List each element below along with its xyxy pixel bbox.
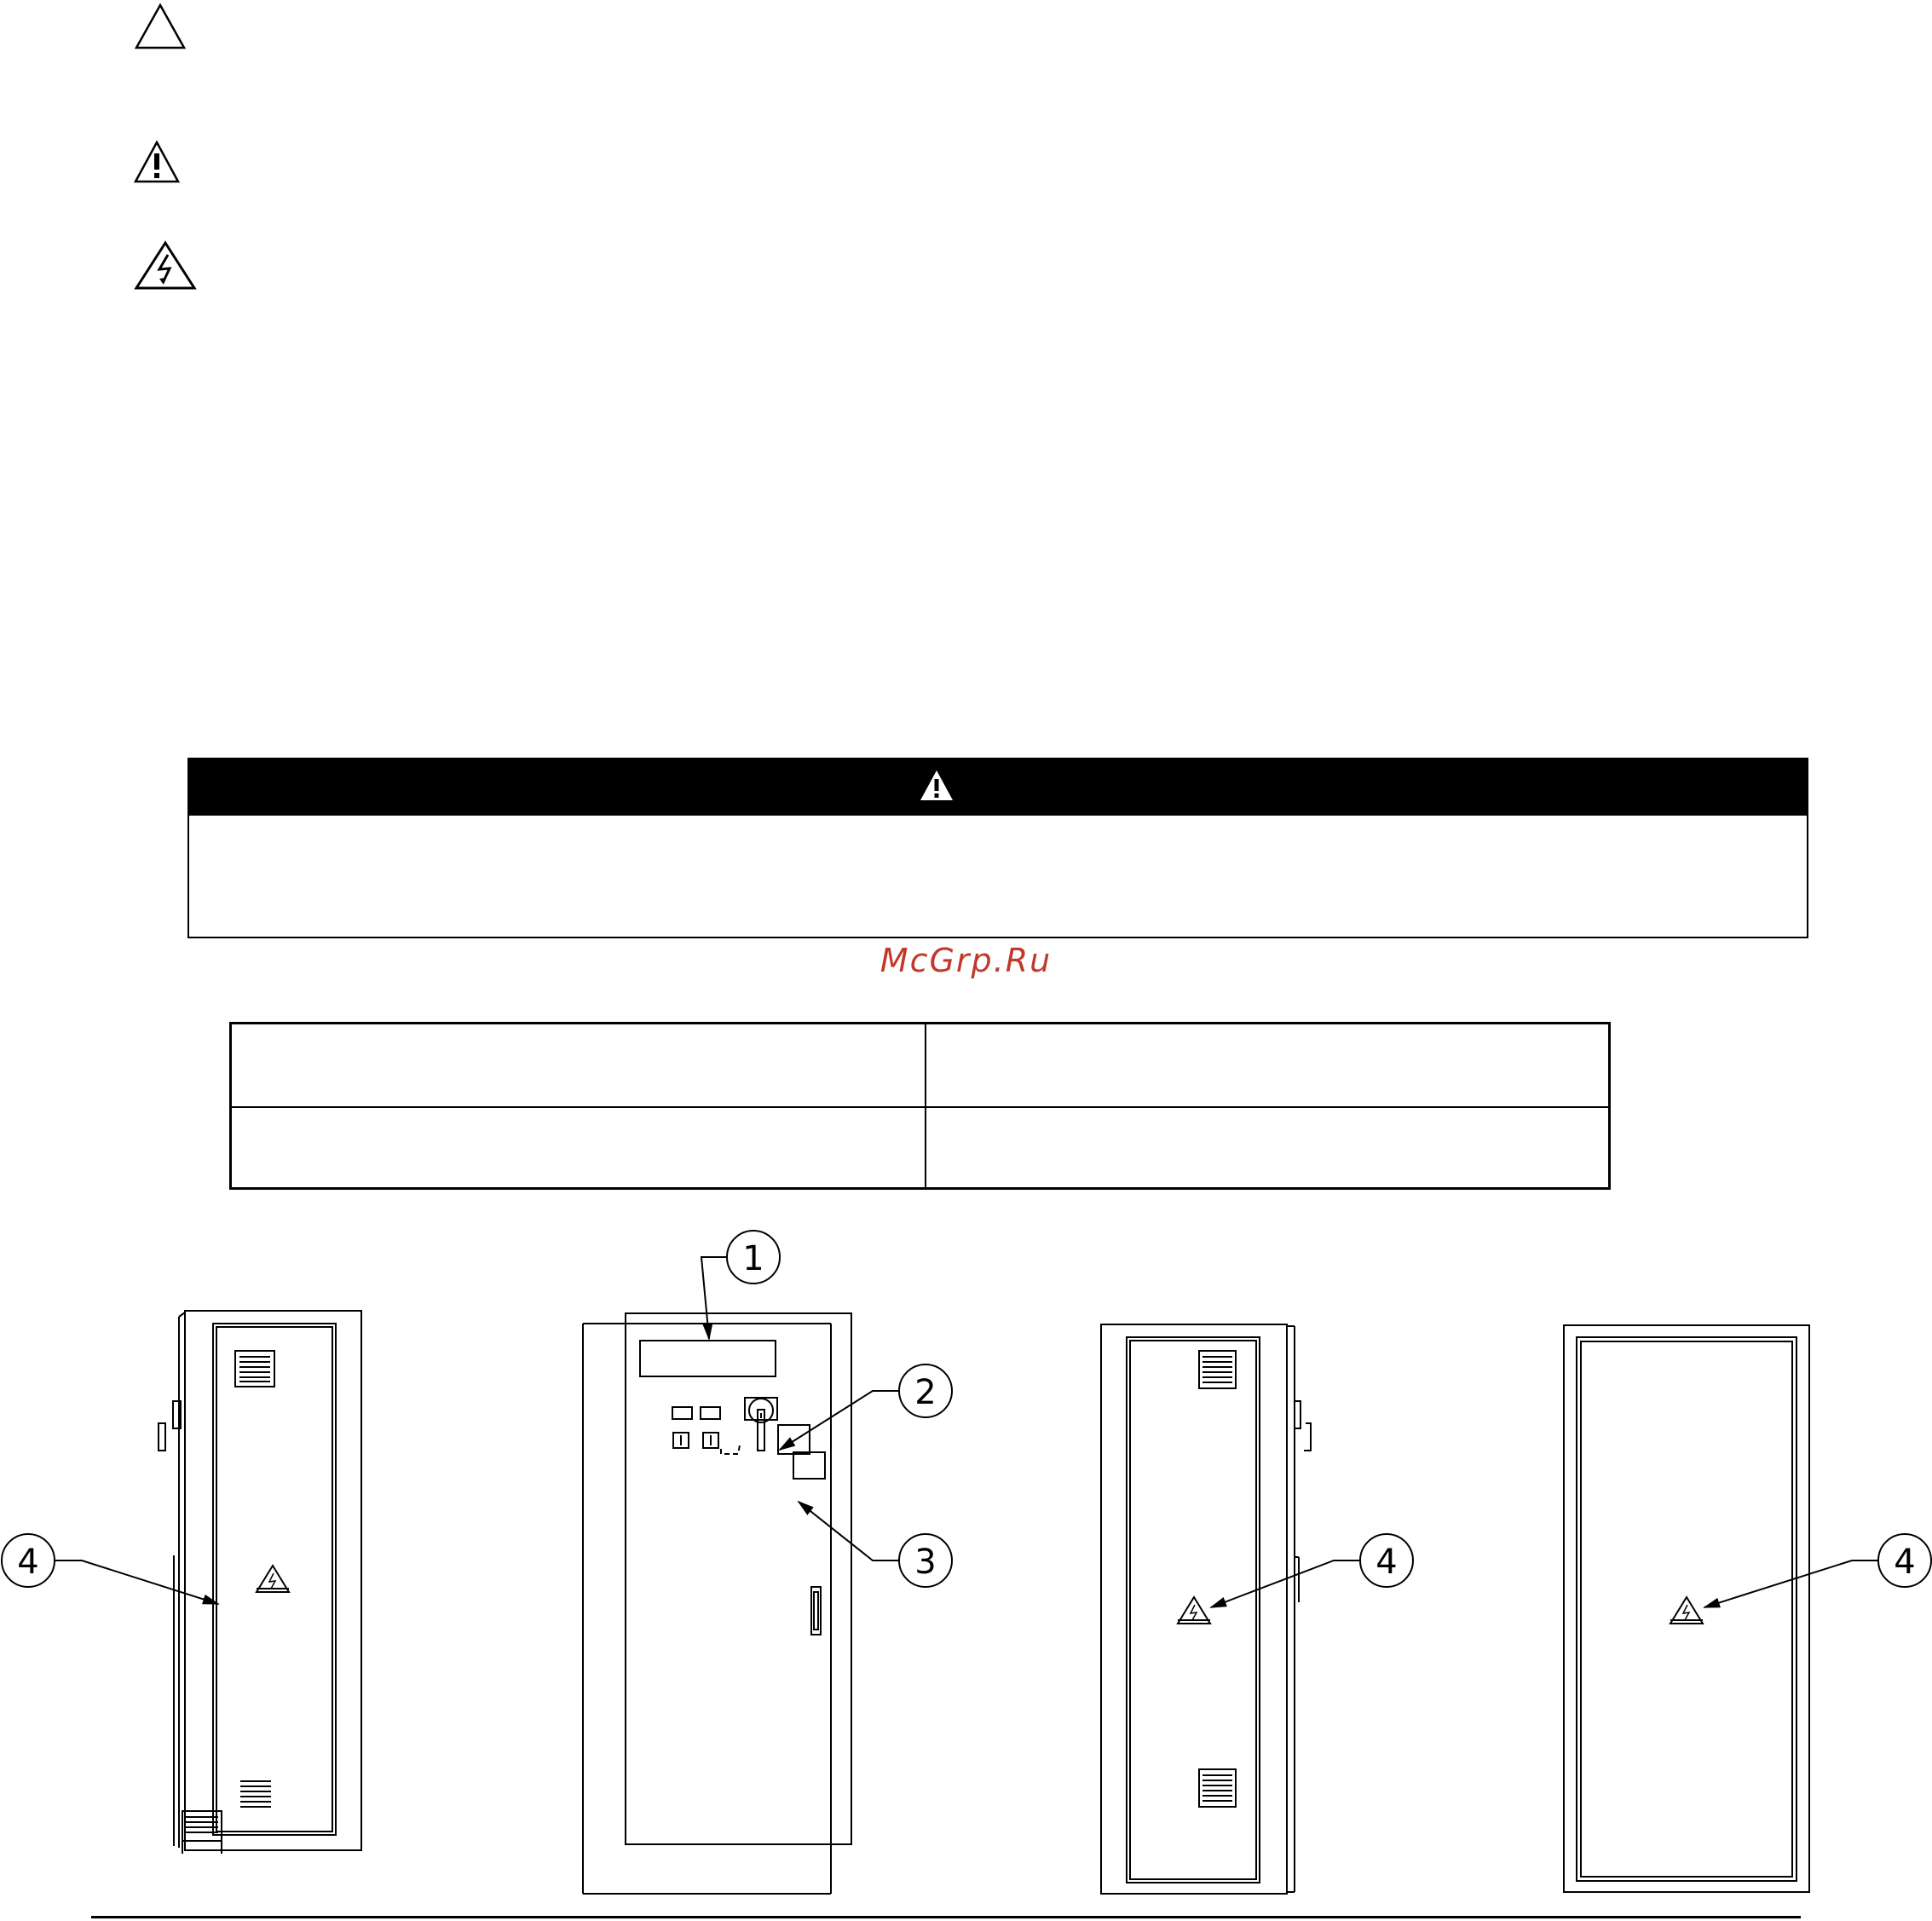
- exclamation-triangle-icon: [918, 768, 955, 804]
- warning-header: [189, 759, 1807, 816]
- callout-2: 2: [914, 1373, 937, 1412]
- watermark: McGrp.Ru: [879, 942, 1053, 979]
- page-bottom-rule: [91, 1916, 1801, 1918]
- cabinet-drawing: [0, 1210, 1932, 1909]
- callout-4-side: 4: [17, 1543, 39, 1582]
- callout-4-back: 4: [1894, 1543, 1916, 1582]
- table-column-divider: [925, 1024, 926, 1187]
- callout-3: 3: [914, 1543, 937, 1582]
- table-row-divider: [232, 1106, 1608, 1108]
- warning-box: [187, 758, 1808, 938]
- callout-4-rear: 4: [1375, 1543, 1398, 1582]
- spec-table: [229, 1022, 1611, 1190]
- cabinet-back-panel-view: [1564, 1325, 1931, 1892]
- cabinet-side-view: [159, 1311, 361, 1854]
- cabinet-rear-view: [1101, 1324, 1413, 1894]
- exclamation-triangle-icon: [133, 140, 181, 188]
- cabinet-front-view: [583, 1231, 952, 1894]
- callout-1: 1: [742, 1239, 764, 1278]
- high-voltage-triangle-icon: [133, 240, 198, 296]
- caution-triangle-icon: [133, 2, 187, 55]
